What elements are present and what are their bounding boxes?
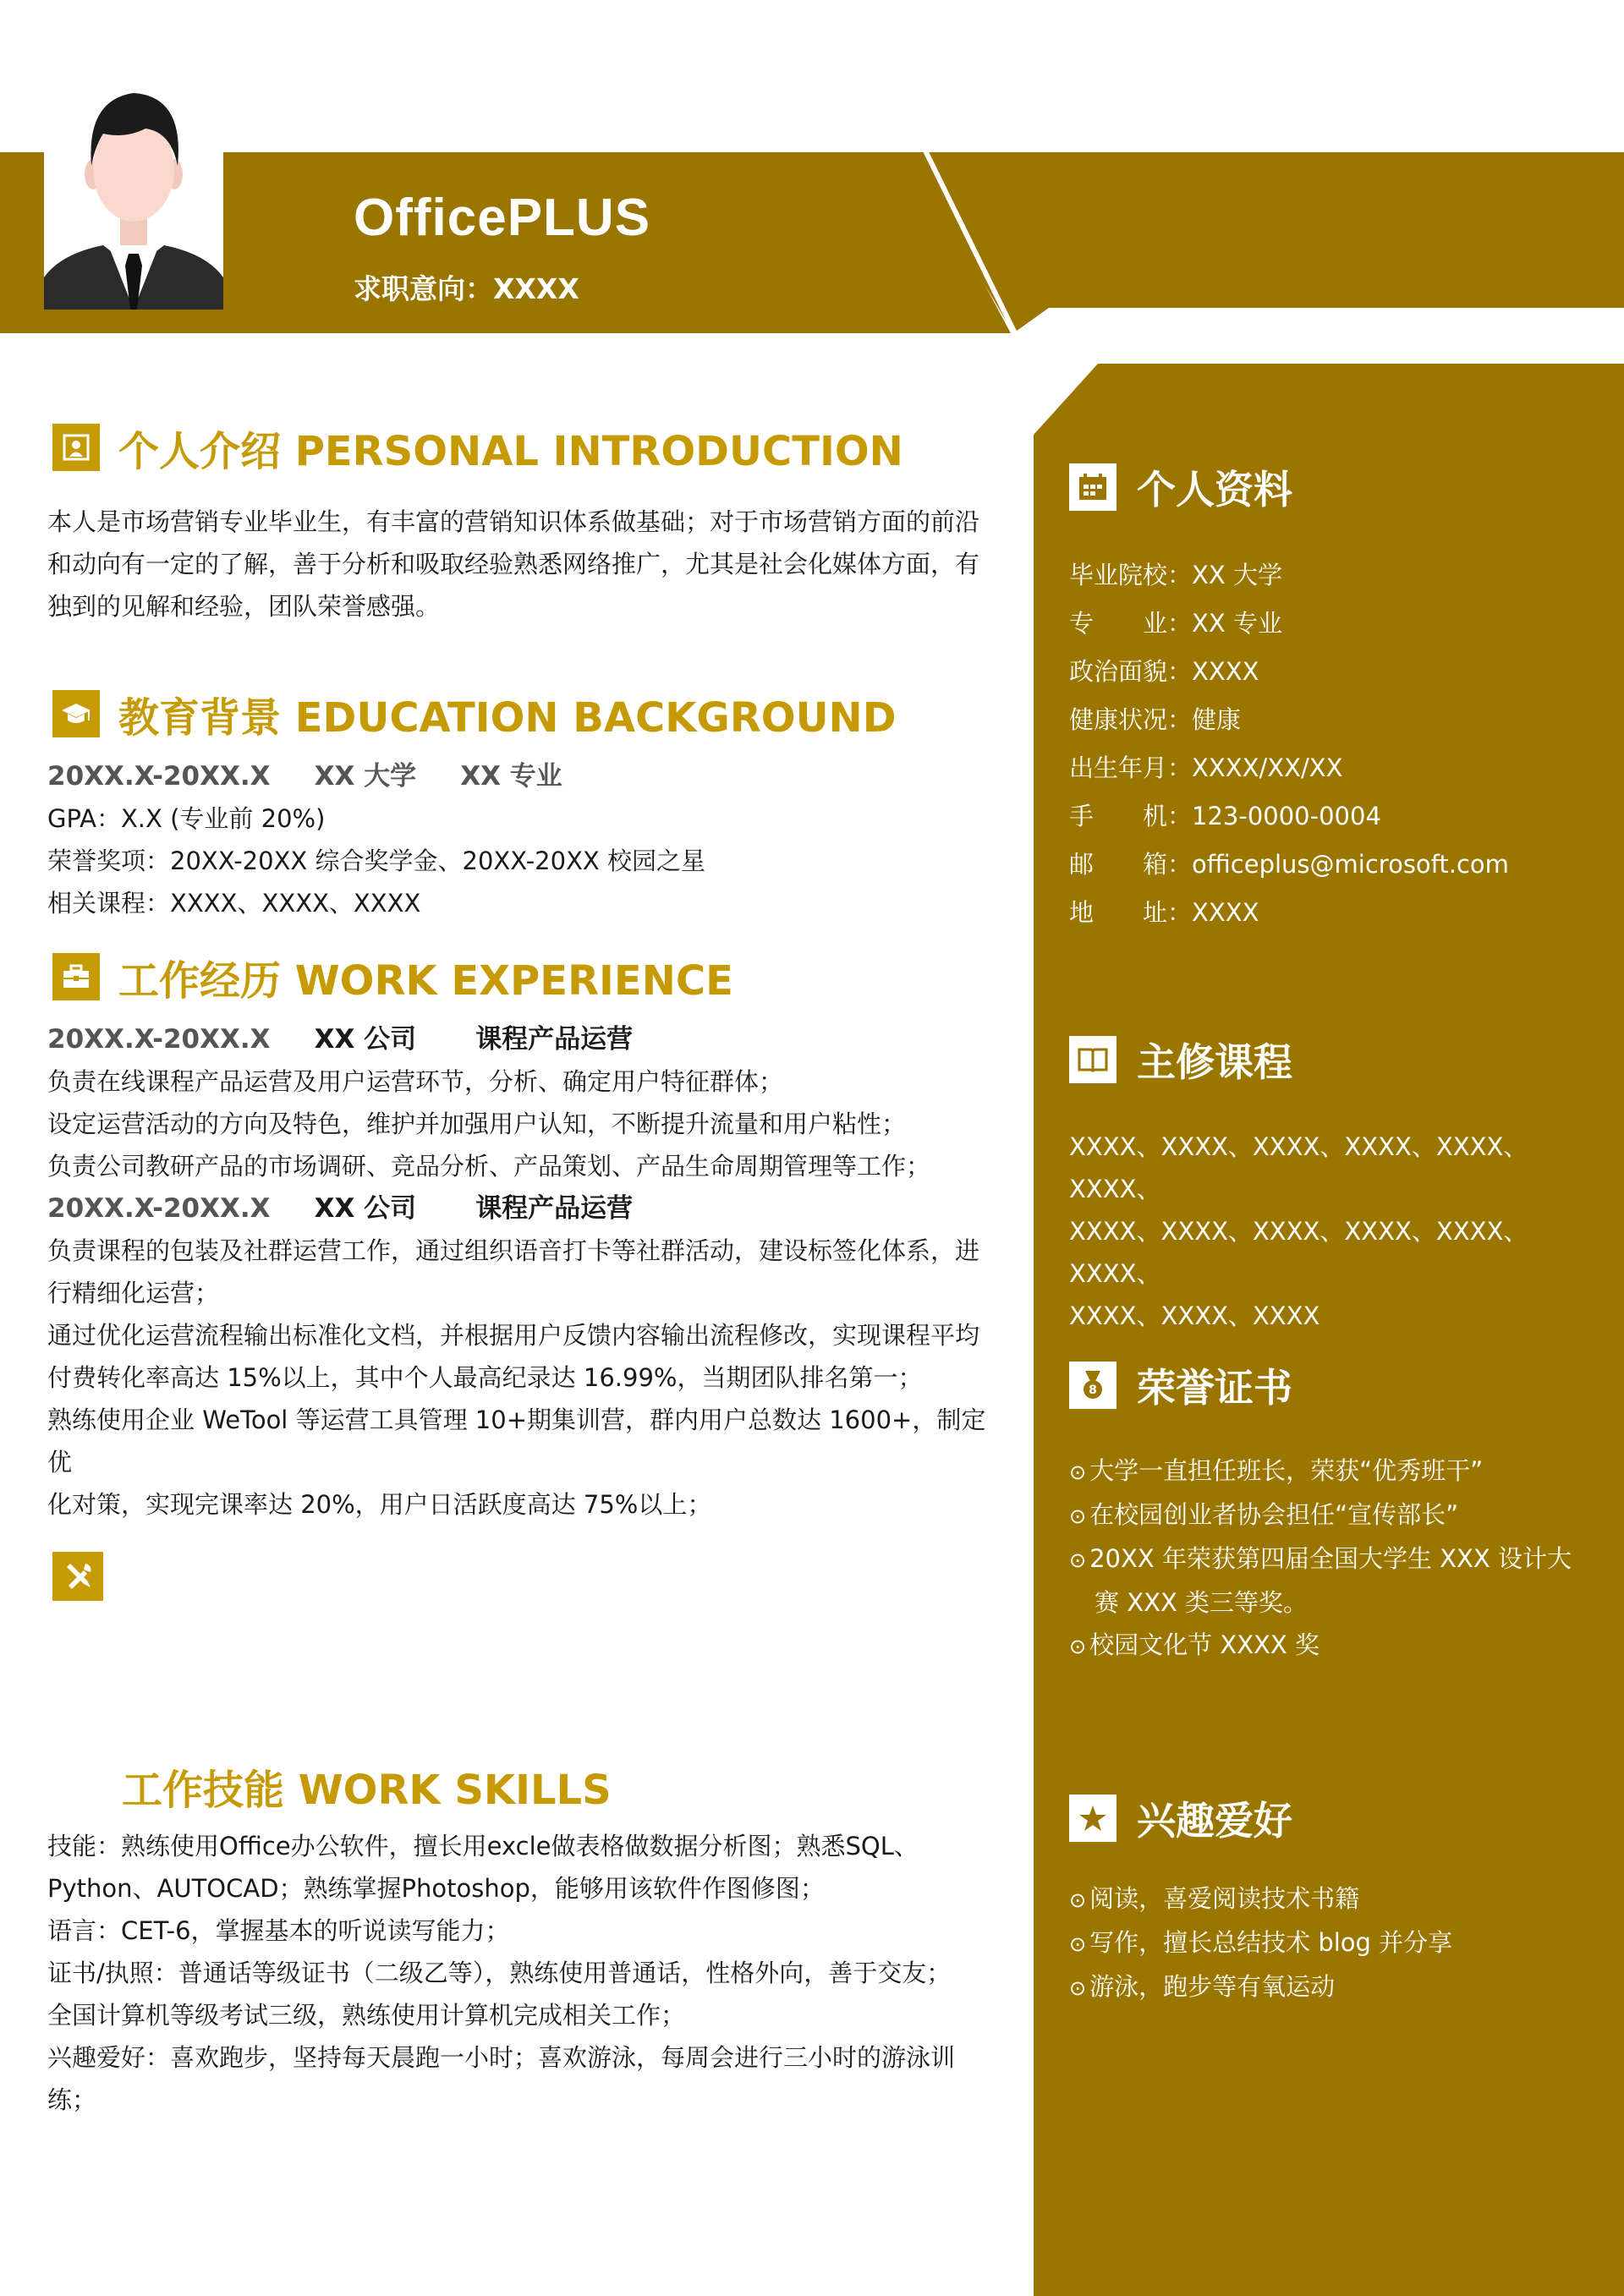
list-item: ⊙ 写作，擅长总结技术 blog 并分享 bbox=[1069, 1928, 1453, 1957]
profile-row bbox=[1069, 600, 1602, 648]
profile-row bbox=[1069, 551, 1602, 600]
side-heading-honors bbox=[1069, 1358, 1292, 1412]
intro-text bbox=[47, 501, 986, 627]
skills-line: 练； bbox=[47, 2085, 97, 2114]
list-item: ⊙ 20XX 年荣获第四届全国大学生 XXX 设计大 bbox=[1069, 1544, 1572, 1573]
calendar-icon bbox=[1069, 463, 1116, 511]
courses-line: XXXX、XXXX、XXXX、XXXX、XXXX、XXXX、 bbox=[1069, 1217, 1528, 1288]
profile-row bbox=[1069, 841, 1602, 889]
list-item-continuation: 赛 XXX 类三等奖。 bbox=[1095, 1588, 1309, 1617]
job-meta-row bbox=[47, 1187, 986, 1230]
header-job-intent: 求职意向：XXXX bbox=[354, 272, 579, 305]
list-item: ⊙ 校园文化节 XXXX 奖 bbox=[1069, 1630, 1320, 1659]
honors-list bbox=[1069, 1449, 1602, 1668]
job-line: 行精细化运营； bbox=[47, 1279, 220, 1307]
header-band bbox=[0, 152, 1624, 333]
profile-list bbox=[1069, 551, 1602, 937]
medal-icon bbox=[1069, 1362, 1116, 1409]
hobbies-list bbox=[1069, 1877, 1602, 2009]
profile-value: 健康 bbox=[1192, 705, 1242, 734]
profile-value: officeplus@microsoft.com bbox=[1192, 850, 1509, 879]
side-title-profile: 个人资料 bbox=[1137, 467, 1292, 512]
profile-label: 地 址： bbox=[1069, 898, 1193, 927]
side-heading-courses bbox=[1069, 1033, 1292, 1087]
list-item: ⊙ 大学一直担任班长，荣获“优秀班干” bbox=[1069, 1456, 1484, 1485]
job-line: 设定运营活动的方向及特色，维护并加强用户认知，不断提升流量和用户粘性； bbox=[47, 1110, 907, 1138]
intro-line: 独到的见解和经验，团队荣誉感强。 bbox=[47, 592, 441, 621]
job-line: 负责课程的包装及社群运营工作，通过组织语音打卡等社群活动，建设标签化体系，进 bbox=[47, 1236, 980, 1265]
education-line: 相关课程：XXXX、XXXX、XXXX bbox=[47, 889, 421, 918]
job-line: 通过优化运营流程输出标准化文档，并根据用户反馈内容输出流程修改，实现课程平均 bbox=[47, 1321, 980, 1350]
education-line: 荣誉奖项：20XX-20XX 综合奖学金、20XX-20XX 校园之星 bbox=[47, 847, 706, 875]
profile-label: 出生年月： bbox=[1069, 753, 1193, 782]
job-line: 熟练使用企业 WeTool 等运营工具管理 10+期集训营，群内用户总数达 1600+，制定优 bbox=[47, 1406, 986, 1477]
list-item: ⊙ 游泳，跑步等有氧运动 bbox=[1069, 1972, 1336, 2001]
courses-line: XXXX、XXXX、XXXX bbox=[1069, 1301, 1320, 1330]
job-line: 付费转化率高达 15%以上，其中个人最高纪录达 16.99%，当期团队排名第一； bbox=[47, 1363, 923, 1392]
profile-value: XXXX bbox=[1192, 657, 1259, 686]
education-meta-row bbox=[47, 755, 986, 797]
job-company: XX 公司 bbox=[314, 1024, 417, 1055]
section-heading-intro bbox=[52, 420, 903, 474]
education-line: GPA：X.X (专业前 20%) bbox=[47, 804, 326, 833]
skills-line: 技能：熟练使用Office办公软件，擅长用excle做表格做数据分析图；熟悉SQL、 bbox=[47, 1832, 919, 1860]
education-school: XX 大学 bbox=[314, 761, 417, 792]
profile-value: XX 专业 bbox=[1192, 609, 1282, 638]
side-heading-hobbies bbox=[1069, 1791, 1292, 1845]
skills-line: 全国计算机等级考试三级，熟练使用计算机完成相关工作； bbox=[47, 2001, 686, 2030]
job-role: 课程产品运营 bbox=[475, 1193, 634, 1224]
education-date: 20XX.X-20XX.X bbox=[47, 761, 271, 792]
profile-value: XX 大学 bbox=[1192, 561, 1282, 589]
profile-label: 邮 箱： bbox=[1069, 850, 1193, 879]
courses-line: XXXX、XXXX、XXXX、XXXX、XXXX、XXXX、 bbox=[1069, 1132, 1528, 1203]
profile-row bbox=[1069, 744, 1602, 792]
book-icon bbox=[1069, 1036, 1116, 1083]
courses-list bbox=[1069, 1126, 1602, 1337]
star-icon bbox=[1069, 1795, 1116, 1842]
intro-line: 和动向有一定的了解，善于分析和吸取经验熟悉网络推广，尤其是社会化媒体方面，有 bbox=[47, 550, 980, 578]
list-item: ⊙ 阅读，喜爱阅读技术书籍 bbox=[1069, 1884, 1360, 1913]
education-major: XX 专业 bbox=[460, 761, 562, 792]
education-details bbox=[47, 755, 986, 924]
section-heading-education bbox=[52, 687, 897, 741]
profile-value: 123-0000-0004 bbox=[1192, 802, 1381, 830]
profile-row bbox=[1069, 889, 1602, 937]
section-title-work: 工作经历 WORK EXPERIENCE bbox=[118, 956, 733, 1005]
side-heading-profile bbox=[1069, 460, 1292, 514]
avatar-illustration bbox=[44, 66, 223, 310]
graduation-cap-icon bbox=[52, 690, 100, 737]
profile-label: 毕业院校： bbox=[1069, 561, 1193, 589]
job-line: 负责公司教研产品的市场调研、竞品分析、产品策划、产品生命周期管理等工作； bbox=[47, 1152, 931, 1181]
skills-line: Python、AUTOCAD；熟练掌握Photoshop，能够用该软件作图修图； bbox=[47, 1874, 825, 1903]
intro-line: 本人是市场营销专业毕业生，有丰富的营销知识体系做基础；对于市场营销方面的前沿 bbox=[47, 507, 980, 536]
job-role: 课程产品运营 bbox=[475, 1024, 634, 1055]
profile-label: 政治面貌： bbox=[1069, 657, 1193, 686]
skills-text bbox=[47, 1825, 986, 2121]
skills-line: 证书/执照：普通话等级证书（二级乙等），熟练使用普通话，性格外向，善于交友； bbox=[47, 1959, 952, 1987]
profile-value: XXXX bbox=[1192, 898, 1259, 927]
side-title-courses: 主修课程 bbox=[1137, 1039, 1292, 1085]
job-line: 负责在线课程产品运营及用户运营环节，分析、确定用户特征群体； bbox=[47, 1067, 784, 1096]
tools-icon bbox=[52, 1552, 103, 1601]
skills-line: 语言：CET-6，掌握基本的听说读写能力； bbox=[47, 1916, 510, 1945]
skills-line: 兴趣爱好：喜欢跑步，坚持每天晨跑一小时；喜欢游泳，每周会进行三小时的游泳训 bbox=[47, 2043, 956, 2072]
side-title-hobbies: 兴趣爱好 bbox=[1137, 1798, 1292, 1844]
profile-label: 健康状况： bbox=[1069, 705, 1193, 734]
section-title-skills: 工作技能 WORK SKILLS bbox=[122, 1767, 612, 1814]
list-item: ⊙ 在校园创业者协会担任“宣传部长” bbox=[1069, 1500, 1459, 1529]
profile-row bbox=[1069, 696, 1602, 744]
section-title-intro: 个人介绍 PERSONAL INTRODUCTION bbox=[118, 427, 903, 475]
avatar bbox=[44, 66, 223, 310]
user-icon bbox=[52, 424, 100, 471]
profile-row bbox=[1069, 792, 1602, 841]
profile-label: 手 机： bbox=[1069, 802, 1193, 830]
job-meta-row bbox=[47, 1018, 986, 1060]
profile-label: 专 业： bbox=[1069, 609, 1193, 638]
job-date: 20XX.X-20XX.X bbox=[47, 1193, 271, 1224]
profile-value: XXXX/XX/XX bbox=[1192, 753, 1343, 782]
svg-text:8: 8 bbox=[1089, 1384, 1097, 1397]
work-details bbox=[47, 1018, 986, 1526]
job-company: XX 公司 bbox=[314, 1193, 417, 1224]
job-date: 20XX.X-20XX.X bbox=[47, 1024, 271, 1055]
profile-row bbox=[1069, 648, 1602, 696]
job-line: 化对策，实现完课率达 20%，用户日活跃度高达 75%以上； bbox=[47, 1490, 712, 1519]
header-name: OfficePLUS bbox=[354, 189, 651, 247]
section-heading-work bbox=[52, 950, 733, 1004]
side-title-honors: 荣誉证书 bbox=[1137, 1365, 1292, 1411]
section-title-education: 教育背景 EDUCATION BACKGROUND bbox=[118, 693, 897, 742]
briefcase-icon bbox=[52, 953, 100, 1000]
